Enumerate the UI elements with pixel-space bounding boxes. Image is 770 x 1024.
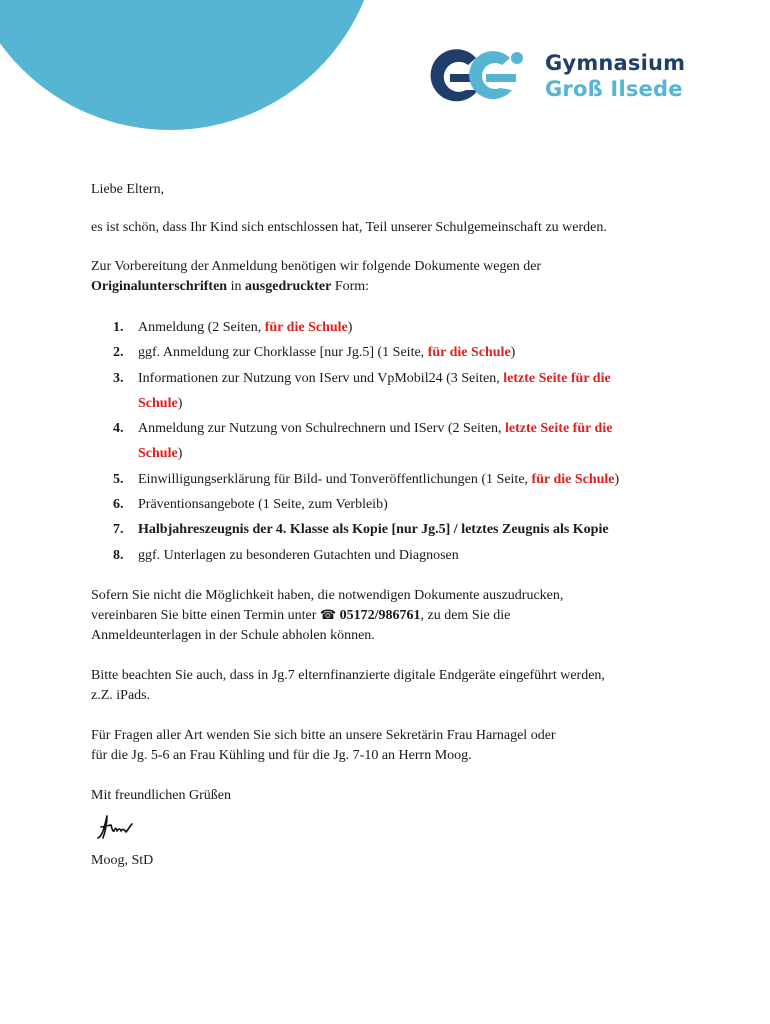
list-item-number: 8.	[113, 547, 124, 563]
need-end: Form:	[331, 279, 370, 294]
greeting: Liebe Eltern,	[91, 182, 165, 197]
list-item	[91, 543, 691, 568]
need-bold-printed: ausgedruckter	[245, 279, 332, 294]
list-item-text: Halbjahreszeugnis der 4. Klasse als Kopie [nur Jg.5] / letztes Zeugnis als Kopie	[138, 522, 609, 538]
school-name-line1: Gymnasium	[545, 51, 686, 75]
need-mid: in	[227, 279, 245, 294]
decorative-circle	[0, 0, 380, 130]
list-item-after: )	[177, 395, 183, 411]
list-item-number: 6.	[113, 497, 124, 513]
contact-line-2: für die Jg. 5-6 an Frau Kühling und für die Jg. 7-10 an Herrn Moog.	[91, 747, 472, 763]
need-text: Zur Vorbereitung der Anmeldung benötigen wir folgende Dokumente wegen der	[91, 259, 542, 274]
devices-line-1: Bitte beachten Sie auch, dass in Jg.7 elternfinanzierte digitale Endgeräte eingeführt werden,	[91, 667, 605, 683]
list-item	[91, 366, 691, 417]
list-item-after: )	[347, 320, 353, 335]
list-item-highlight-2: Schule	[138, 446, 178, 462]
ggi-logo-icon	[430, 44, 530, 108]
intro-paragraph: es ist schön, dass Ihr Kind sich entschlossen hat, Teil unserer Schulgemeinschaft zu werden.	[91, 220, 607, 235]
list-item-highlight: für die Schule	[264, 320, 348, 335]
devices-paragraph	[91, 666, 691, 706]
list-item-number: 2.	[113, 345, 124, 361]
list-item-number: 5.	[113, 471, 124, 487]
school-logo	[430, 42, 690, 110]
closing: Mit freundlichen Grüßen	[91, 787, 231, 803]
list-item-text: Anmeldung (2 Seiten,	[138, 320, 265, 335]
list-item-text: Anmeldung zur Nutzung von Schulrechnern und IServ (2 Seiten,	[138, 421, 506, 437]
list-item	[91, 467, 691, 492]
documents-needed-paragraph	[91, 257, 691, 297]
list-item-number: 1.	[113, 320, 124, 335]
print-paragraph	[91, 586, 691, 646]
signoff: Moog, StD	[91, 853, 154, 868]
school-name	[545, 50, 685, 102]
list-item-after: )	[614, 471, 620, 487]
list-item-text: ggf. Unterlagen zu besonderen Gutachten und Diagnosen	[138, 547, 459, 563]
print-text-2: vereinbaren Sie bitte einen Termin unter	[91, 607, 320, 623]
list-item-highlight: für die Schule	[427, 345, 511, 361]
list-item	[91, 340, 691, 365]
phone-icon: ☎	[319, 607, 337, 623]
contact-paragraph	[91, 726, 691, 766]
list-item-text: ggf. Anmeldung zur Chorklasse [nur Jg.5] (1 Seite,	[138, 345, 428, 361]
need-bold-originals: Originalunterschriften	[91, 279, 228, 294]
list-item-highlight: letzte Seite für die	[503, 370, 611, 386]
list-item-number: 3.	[113, 370, 124, 386]
contact-line-1: Für Fragen aller Art wenden Sie sich bitte an unsere Sekretärin Frau Harnagel oder	[91, 727, 556, 743]
list-item	[91, 315, 691, 340]
list-item-after: )	[510, 345, 516, 361]
list-item-highlight: letzte Seite für die	[505, 421, 613, 437]
list-item-number: 7.	[113, 522, 124, 538]
list-item-text: Präventionsangebote (1 Seite, zum Verbleib)	[138, 497, 388, 513]
phone-number: 05172/986761	[339, 607, 421, 623]
print-text-4: Anmeldeunterlagen in der Schule abholen können.	[91, 627, 375, 643]
list-item-highlight-2: Schule	[138, 395, 178, 411]
list-item-text: Informationen zur Nutzung von IServ und VpMobil24 (3 Seiten,	[138, 370, 504, 386]
print-text-3: , zu dem Sie die	[420, 607, 511, 623]
list-item	[91, 517, 691, 542]
list-item-number: 4.	[113, 421, 124, 437]
list-item-after: )	[177, 446, 183, 462]
list-item-text: Einwilligungserklärung für Bild- und Tonveröffentlichungen (1 Seite,	[138, 471, 532, 487]
devices-line-2: z.Z. iPads.	[91, 687, 151, 703]
school-name-line2: Groß Ilsede	[545, 77, 683, 101]
list-item-highlight: für die Schule	[531, 471, 615, 487]
print-text-1: Sofern Sie nicht die Möglichkeit haben, die notwendigen Dokumente auszudrucken,	[91, 587, 564, 603]
document-list	[91, 315, 691, 568]
list-item	[91, 416, 691, 467]
letter-body	[91, 180, 691, 806]
signature	[95, 812, 135, 844]
list-item	[91, 492, 691, 517]
